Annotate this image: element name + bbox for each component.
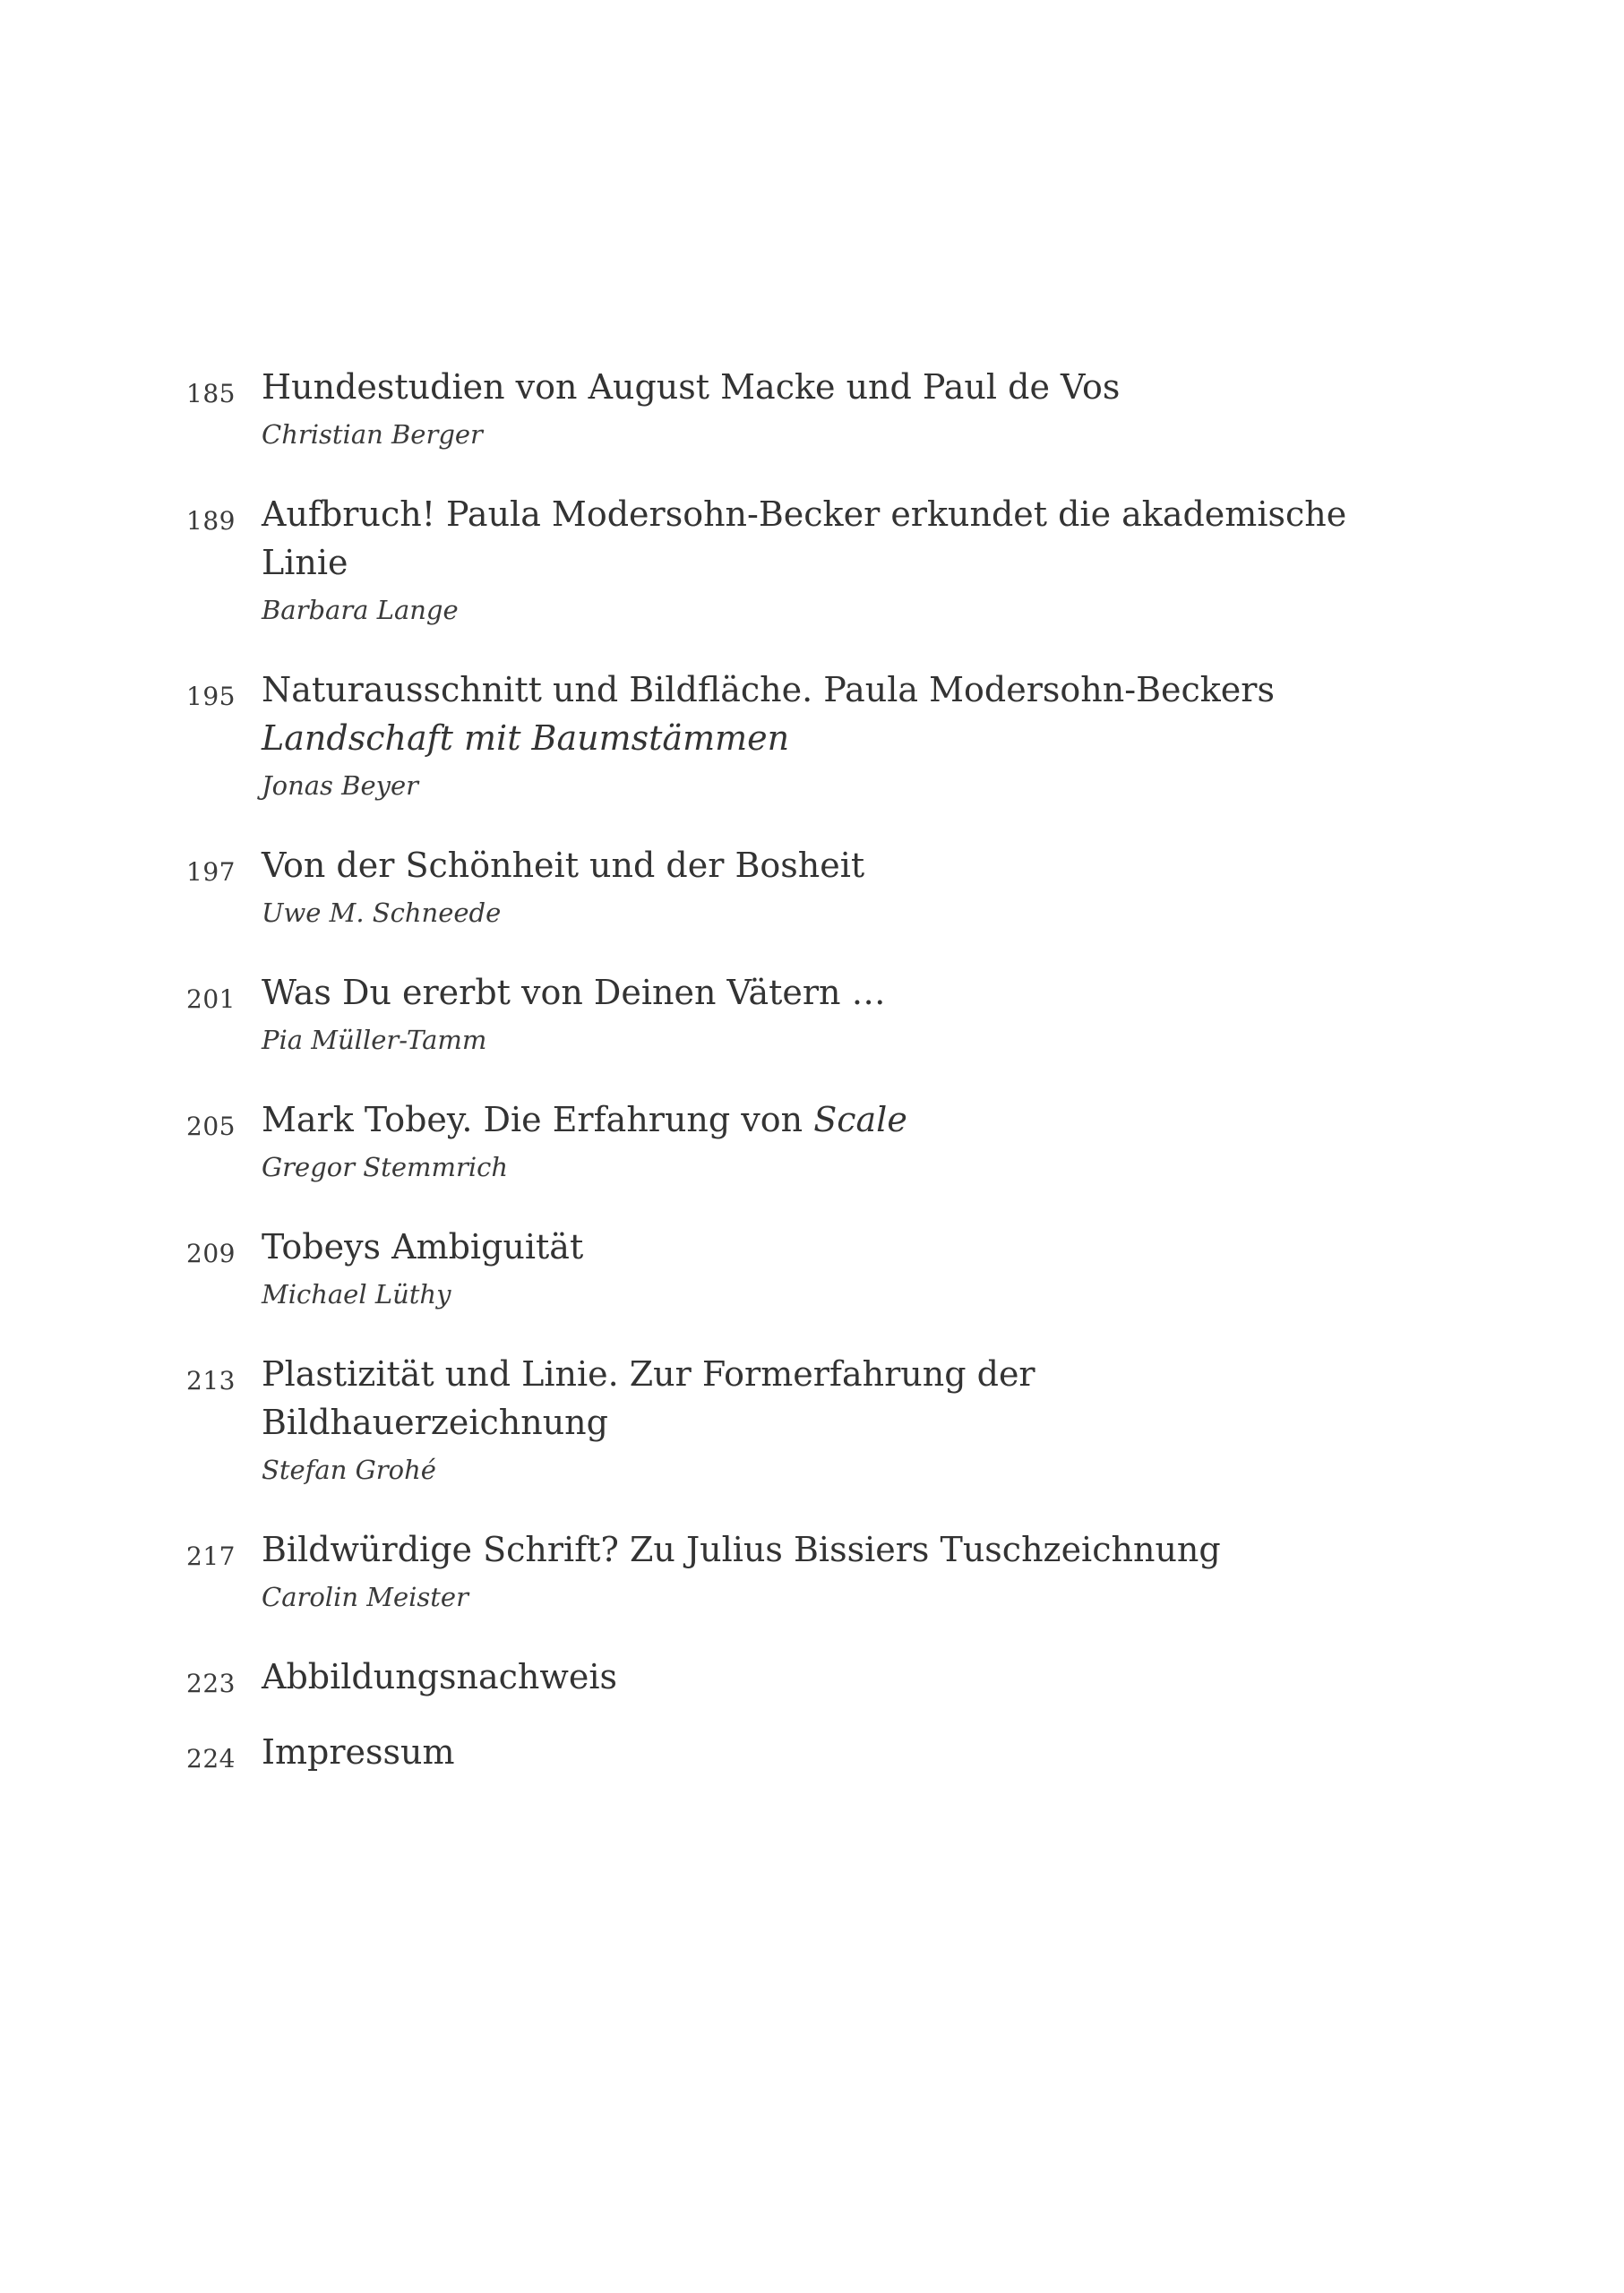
toc-author: Barbara Lange (262, 595, 459, 625)
toc-entry[interactable] (0, 363, 1624, 456)
toc-title: Bildwürdige Schrift? Zu Julius Bissiers Tuschzeichnung (262, 1530, 1221, 1569)
toc-author: Uwe M. Schneede (262, 897, 502, 928)
toc-entry[interactable] (0, 490, 1624, 631)
toc-author: Gregor Stemmrich (262, 1152, 509, 1182)
toc-title-italic: Landschaft mit Baumstämmen (262, 718, 790, 758)
toc-title: Impressum (262, 1732, 455, 1772)
toc-entry[interactable] (0, 841, 1624, 934)
toc-author: Michael Lüthy (262, 1279, 451, 1310)
toc-author: Carolin Meister (262, 1582, 468, 1612)
toc-title: Naturausschnitt und Bildfläche. Paula Modersohn-Beckers Landschaft mit Baumstämmen (262, 670, 1275, 758)
toc-title: Mark Tobey. Die Erfahrung von Scale (262, 1100, 907, 1139)
toc-author: Christian Berger (262, 419, 483, 450)
toc-page-number: 209 (186, 1239, 236, 1268)
toc-page-number: 195 (186, 682, 236, 711)
toc-author: Pia Müller-Tamm (262, 1025, 487, 1055)
toc-title: Aufbruch! Paula Modersohn-Becker erkundet die akademische Linie (262, 494, 1347, 582)
toc-title: Hundestudien von August Macke und Paul de Vos (262, 367, 1121, 407)
toc-title: Was Du ererbt von Deinen Vätern … (262, 973, 886, 1012)
toc-entry[interactable] (0, 1525, 1624, 1619)
toc-entry[interactable] (0, 1095, 1624, 1189)
toc-page-number: 213 (186, 1366, 236, 1396)
toc-page-number: 201 (186, 984, 236, 1014)
toc-title: Tobeys Ambiguität (262, 1227, 584, 1267)
toc-entry[interactable] (0, 1728, 1624, 1776)
toc-page-number: 223 (186, 1669, 236, 1698)
toc-title: Von der Schönheit und der Bosheit (262, 846, 865, 885)
toc-page-number: 217 (186, 1542, 236, 1571)
toc-page-number: 205 (186, 1112, 236, 1141)
table-of-contents (0, 363, 1624, 1803)
toc-entry[interactable] (0, 968, 1624, 1061)
toc-page-number: 197 (186, 857, 236, 887)
toc-author: Stefan Grohé (262, 1455, 436, 1485)
toc-page-number: 224 (186, 1744, 236, 1773)
toc-title: Abbildungsnachweis (262, 1657, 618, 1696)
toc-page-number: 185 (186, 379, 236, 408)
toc-entry[interactable] (0, 1223, 1624, 1316)
toc-entry[interactable] (0, 666, 1624, 807)
toc-author: Jonas Beyer (262, 770, 419, 801)
toc-title: Plastizität und Linie. Zur Formerfahrung der Bildhauerzeichnung (262, 1354, 1035, 1442)
toc-title-italic: Scale (813, 1100, 907, 1139)
toc-page-number: 189 (186, 506, 236, 536)
toc-entry[interactable] (0, 1350, 1624, 1491)
toc-entry[interactable] (0, 1653, 1624, 1701)
